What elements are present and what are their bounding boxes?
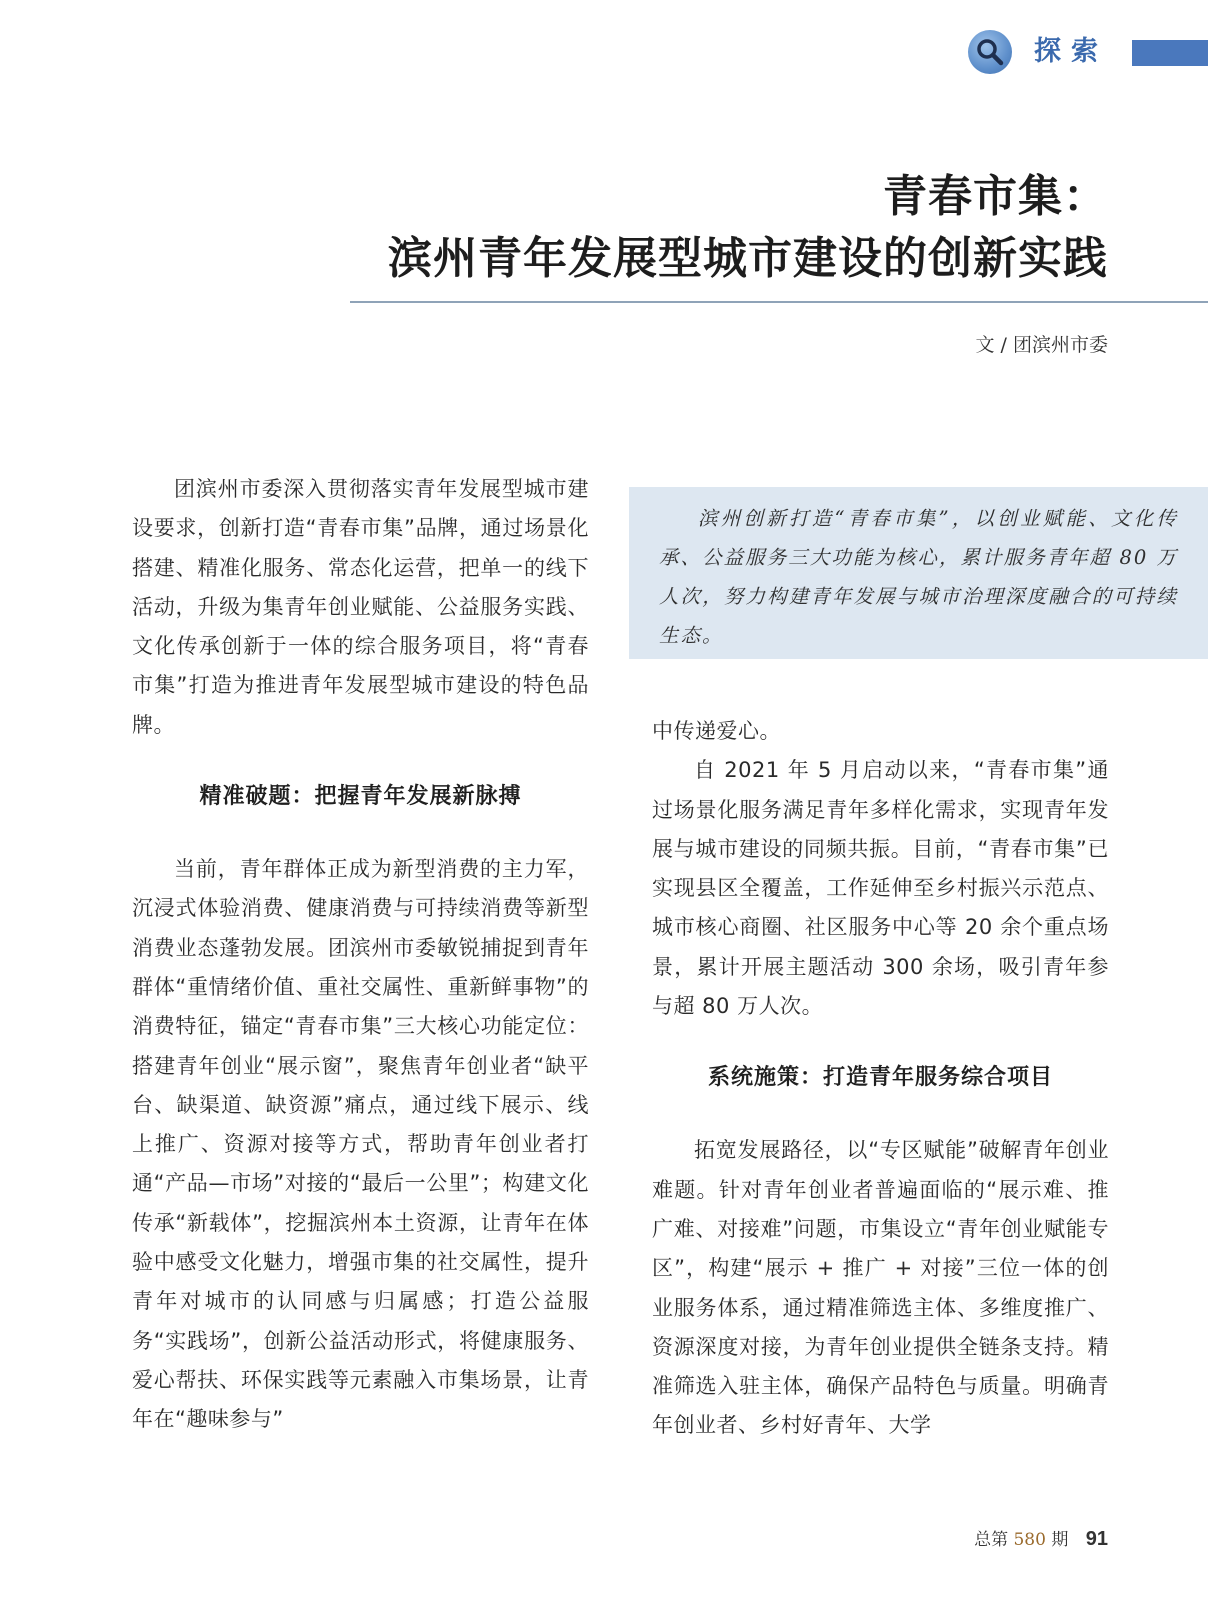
- section-heading-1: 精准破题：把握青年发展新脉搏: [199, 784, 522, 810]
- issue-suffix: 期: [1051, 1530, 1069, 1550]
- right-column: [652, 712, 1109, 1446]
- magnifier-icon: [968, 30, 1012, 74]
- pull-quote-box: [629, 487, 1208, 659]
- byline: 文 / 团滨州市委: [975, 334, 1108, 356]
- page-footer: [974, 1525, 1108, 1551]
- left-column: [132, 470, 589, 1440]
- pull-quote-text: 滨州创新打造“青春市集”，以创业赋能、文化传承、公益服务三大功能为核心，累计服务青年超 80 万人次，努力构建青年发展与城市治理深度融合的可持续生态。: [659, 507, 1178, 647]
- article-title-line-2: 滨州青年发展型城市建设的创新实践: [388, 233, 1108, 284]
- page-number: 91: [1085, 1528, 1108, 1550]
- issue-number: 580: [1013, 1530, 1046, 1550]
- intro-paragraph: 团滨州市委深入贯彻落实青年发展型城市建设要求，创新打造“青春市集”品牌，通过场景化搭建、精准化服务、常态化运营，把单一的线下活动，升级为集青年创业赋能、公益服务实践、文化传承创新于一体的综合服务项目，将“青春市集”打造为推进青年发展型城市建设的特色品牌。: [132, 477, 589, 737]
- section-label: 探索: [1034, 36, 1108, 67]
- continuation-text: 中传递爱心。: [652, 719, 781, 743]
- issue-prefix: 总第: [974, 1530, 1009, 1550]
- article-title-line-1: 青春市集：: [883, 171, 1108, 222]
- section-header: [968, 30, 1208, 74]
- section-heading-2: 系统施策：打造青年服务综合项目: [707, 1065, 1053, 1091]
- body-paragraph: 自 2021 年 5 月启动以来，“青春市集”通过场景化服务满足青年多样化需求，实现青年发展与城市建设的同频共振。目前，“青春市集”已实现县区全覆盖，工作延伸至乡村振兴示范点、城市核心商圈、社区服务中心等 20 余个重点场景，累计开展主题活动 300 余场，吸引青年参与超 80 万人次。: [652, 758, 1109, 1019]
- body-paragraph: 当前，青年群体正成为新型消费的主力军，沉浸式体验消费、健康消费与可持续消费等新型消费业态蓬勃发展。团滨州市委敏锐捕捉到青年群体“重情绪价值、重社交属性、重新鲜事物”的消费特征，锚定“青春市集”三大核心功能定位：搭建青年创业“展示窗”，聚焦青年创业者“缺平台、缺渠道、缺资源”痛点，通过线下展示、线上推广、资源对接等方式，帮助青年创业者打通“产品—市场”对接的“最后一公里”；构建文化传承“新载体”，挖掘滨州本土资源，让青年在体验中感受文化魅力，增强市集的社交属性，提升青年对城市的认同感与归属感；打造公益服务“实践场”，创新公益活动形式，将健康服务、爱心帮扶、环保实践等元素融入市集场景，让青年在“趣味参与”: [132, 857, 589, 1432]
- title-divider: [350, 301, 1208, 303]
- body-paragraph: 拓宽发展路径，以“专区赋能”破解青年创业难题。针对青年创业者普遍面临的“展示难、推广难、对接难”问题，市集设立“青年创业赋能专区”，构建“展示 + 推广 + 对接”三位一体的创业服务体系，通过精准筛选主体、多维度推广、资源深度对接，为青年创业提供全链条支持。精准筛选入驻主体，确保产品特色与质量。明确青年创业者、乡村好青年、大学: [652, 1138, 1109, 1438]
- section-bar: [1132, 40, 1208, 66]
